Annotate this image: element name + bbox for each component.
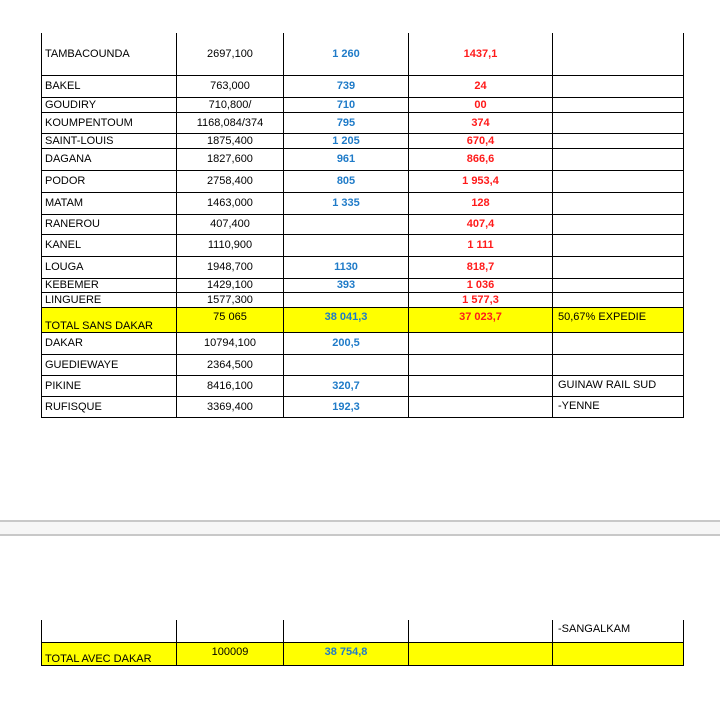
value-col3: 24	[409, 75, 553, 97]
commune-name: TOTAL SANS DAKAR	[42, 307, 177, 332]
note-cell	[553, 192, 684, 214]
commune-name: GOUDIRY	[42, 97, 177, 112]
value-col3: 670,4	[409, 133, 553, 148]
value-col2: 795	[284, 112, 409, 133]
value-col3	[409, 332, 553, 354]
value-col3: 1 036	[409, 278, 553, 292]
value-col1: 1948,700	[177, 256, 284, 278]
table-body	[42, 620, 684, 665]
value-col2: 320,7	[284, 375, 409, 396]
value-col1: 763,000	[177, 75, 284, 97]
table-row	[42, 620, 684, 642]
value-col1: 1875,400	[177, 133, 284, 148]
value-col3	[409, 620, 553, 642]
value-col1: 3369,400	[177, 396, 284, 417]
value-col2: 805	[284, 170, 409, 192]
commune-name: SAINT-LOUIS	[42, 133, 177, 148]
table-row	[42, 354, 684, 375]
table-row	[42, 396, 684, 417]
value-col2: 961	[284, 148, 409, 170]
commune-name: KOUMPENTOUM	[42, 112, 177, 133]
table-row	[42, 214, 684, 234]
value-col1: 1827,600	[177, 148, 284, 170]
value-col1: 407,400	[177, 214, 284, 234]
commune-name: KANEL	[42, 234, 177, 256]
note-cell: -YENNE	[553, 396, 684, 417]
table-row	[42, 33, 684, 75]
table-row	[42, 234, 684, 256]
note-cell	[553, 292, 684, 307]
total-row	[42, 307, 684, 332]
value-col2: 38 754,8	[284, 642, 409, 665]
value-col3	[409, 375, 553, 396]
commune-name: GUEDIEWAYE	[42, 354, 177, 375]
value-col3: 407,4	[409, 214, 553, 234]
value-col1: 1463,000	[177, 192, 284, 214]
value-col1: 2697,100	[177, 33, 284, 75]
value-col1: 100009	[177, 642, 284, 665]
note-cell	[553, 33, 684, 75]
value-col1: 8416,100	[177, 375, 284, 396]
commune-name: KEBEMER	[42, 278, 177, 292]
commune-name: LOUGA	[42, 256, 177, 278]
value-col1: 2758,400	[177, 170, 284, 192]
commune-name: TAMBACOUNDA	[42, 33, 177, 75]
table-row	[42, 332, 684, 354]
table-row	[42, 112, 684, 133]
value-col3	[409, 354, 553, 375]
value-col2: 710	[284, 97, 409, 112]
commune-name: TOTAL AVEC DAKAR	[42, 642, 177, 665]
value-col1	[177, 620, 284, 642]
commune-name	[42, 620, 177, 642]
value-col3: 1 111	[409, 234, 553, 256]
value-col3: 00	[409, 97, 553, 112]
total-row	[42, 642, 684, 665]
value-col3: 37 023,7	[409, 307, 553, 332]
commune-table-page2	[41, 620, 684, 666]
commune-table-page1	[41, 33, 684, 418]
table-row	[42, 292, 684, 307]
value-col3	[409, 396, 553, 417]
value-col3	[409, 642, 553, 665]
commune-name: LINGUERE	[42, 292, 177, 307]
commune-name: RANEROU	[42, 214, 177, 234]
note-cell	[553, 332, 684, 354]
value-col3: 1 577,3	[409, 292, 553, 307]
value-col2: 38 041,3	[284, 307, 409, 332]
table-row	[42, 192, 684, 214]
note-cell	[553, 75, 684, 97]
value-col3: 1437,1	[409, 33, 553, 75]
note-cell	[553, 256, 684, 278]
table-row	[42, 75, 684, 97]
note-cell	[553, 148, 684, 170]
value-col3: 866,6	[409, 148, 553, 170]
value-col2	[284, 234, 409, 256]
note-cell	[553, 354, 684, 375]
table-row	[42, 97, 684, 112]
value-col1: 2364,500	[177, 354, 284, 375]
note-cell	[553, 112, 684, 133]
value-col2: 200,5	[284, 332, 409, 354]
table-body	[42, 33, 684, 417]
commune-name: DAKAR	[42, 332, 177, 354]
page-break	[0, 520, 720, 536]
table-row	[42, 170, 684, 192]
table-row	[42, 278, 684, 292]
note-cell	[553, 133, 684, 148]
note-cell	[553, 278, 684, 292]
table-row	[42, 375, 684, 396]
commune-name: MATAM	[42, 192, 177, 214]
commune-name: DAGANA	[42, 148, 177, 170]
value-col3: 1 953,4	[409, 170, 553, 192]
note-cell	[553, 170, 684, 192]
value-col3: 818,7	[409, 256, 553, 278]
value-col2	[284, 292, 409, 307]
commune-name: PIKINE	[42, 375, 177, 396]
note-cell: GUINAW RAIL SUD	[553, 375, 684, 396]
note-cell	[553, 234, 684, 256]
commune-name: PODOR	[42, 170, 177, 192]
commune-name: BAKEL	[42, 75, 177, 97]
value-col3: 128	[409, 192, 553, 214]
value-col2	[284, 214, 409, 234]
value-col1: 10794,100	[177, 332, 284, 354]
value-col2: 192,3	[284, 396, 409, 417]
value-col2: 393	[284, 278, 409, 292]
value-col2: 739	[284, 75, 409, 97]
value-col2: 1130	[284, 256, 409, 278]
note-cell	[553, 214, 684, 234]
value-col1: 710,800/	[177, 97, 284, 112]
note-cell	[553, 642, 684, 665]
value-col2	[284, 354, 409, 375]
table-row	[42, 133, 684, 148]
value-col2: 1 205	[284, 133, 409, 148]
commune-name: RUFISQUE	[42, 396, 177, 417]
note-cell	[553, 97, 684, 112]
value-col3: 374	[409, 112, 553, 133]
value-col2: 1 335	[284, 192, 409, 214]
table-row	[42, 148, 684, 170]
value-col1: 1577,300	[177, 292, 284, 307]
note-cell: -SANGALKAM	[553, 620, 684, 642]
table-row	[42, 256, 684, 278]
value-col1: 75 065	[177, 307, 284, 332]
value-col1: 1429,100	[177, 278, 284, 292]
value-col1: 1110,900	[177, 234, 284, 256]
note-cell: 50,67% EXPEDIE	[553, 307, 684, 332]
value-col2	[284, 620, 409, 642]
value-col2: 1 260	[284, 33, 409, 75]
value-col1: 1168,084/374	[177, 112, 284, 133]
